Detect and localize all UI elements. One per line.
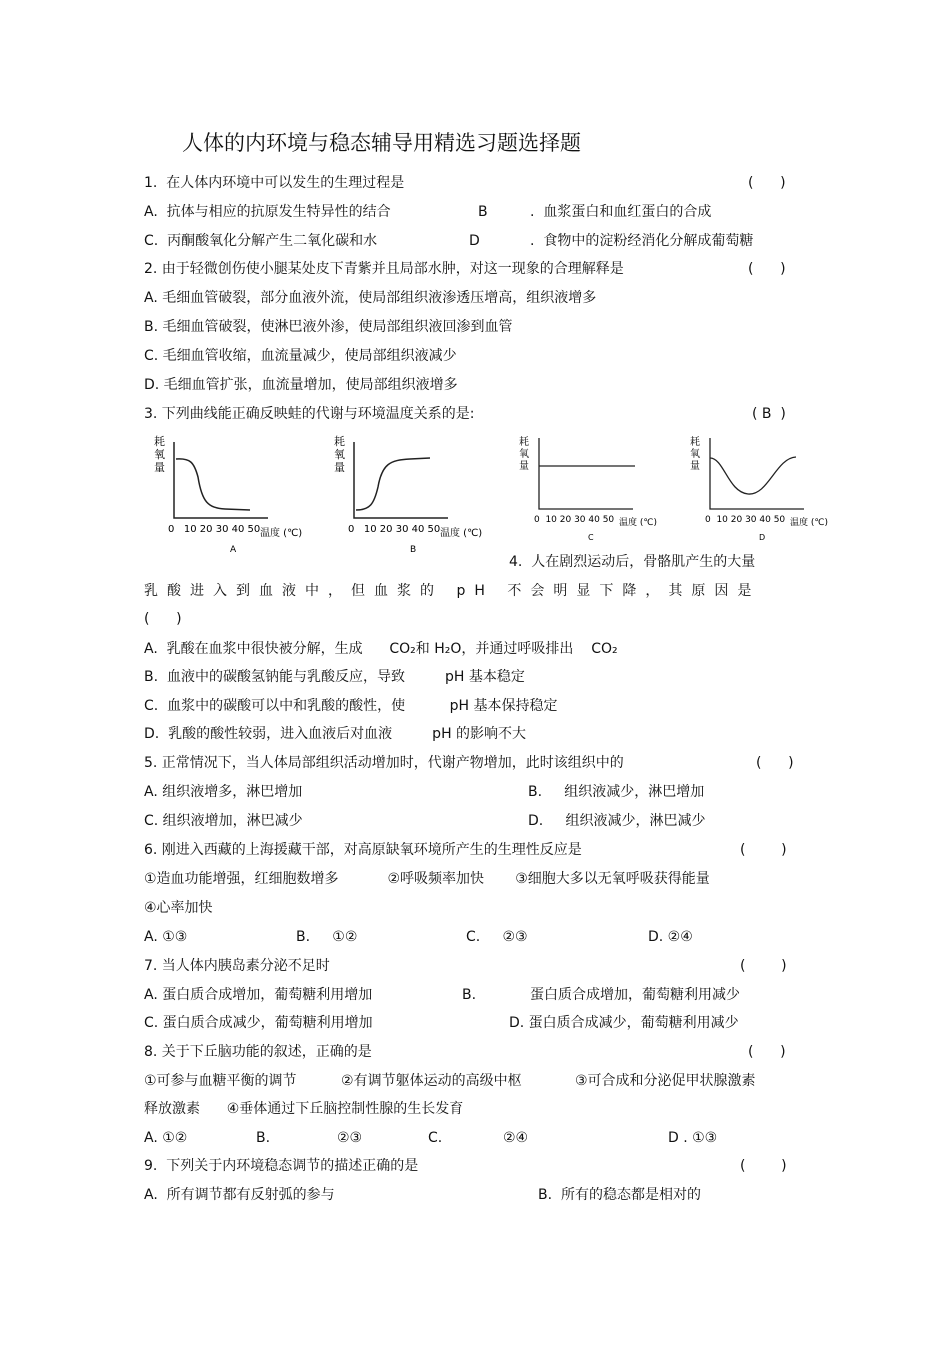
- q7-option-a: A. 蛋白质合成增加，葡萄糖利用增加: [144, 987, 373, 1003]
- q5-option-b: B. 组织液减少，淋巴增加: [528, 784, 705, 800]
- q4-option-d: D. 乳酸的酸性较弱，进入血液后对血液 pH 的影响不大: [144, 726, 527, 742]
- graph-d-xlabel: 温度 (℃): [790, 518, 828, 528]
- graph-c-ticks: 0 10 20 30 40 50: [534, 515, 615, 525]
- q1-option-d: . 食物中的淀粉经消化分解成葡萄糖: [530, 233, 754, 249]
- q1-option-d-letter: D: [469, 233, 480, 249]
- q2-option-a: A. 毛细血管破裂，部分血液外流，使局部组织液渗透压增高，组织液增多: [144, 290, 597, 306]
- graph-a-axes: [174, 442, 268, 518]
- graph-d: [686, 432, 851, 544]
- q5-option-c: C. 组织液增加，淋巴减少: [144, 813, 303, 829]
- graph-b-ylabel-3: 量: [334, 461, 345, 474]
- q5-answer-paren: ( ): [756, 755, 794, 771]
- graph-d-ylabel-1: 耗: [690, 437, 700, 448]
- q4-option-a: A. 乳酸在血浆中很快被分解，生成 CO₂和 H₂O，并通过呼吸排出 CO₂: [144, 641, 618, 657]
- graph-b-ylabel-2: 氧: [334, 448, 345, 461]
- q6-stem: 6. 刚进入西藏的上海援藏干部，对高原缺氧环境所产生的生理性反应是: [144, 842, 582, 858]
- graph-a: [150, 432, 320, 560]
- graph-a-ylabel-1: 耗: [154, 435, 165, 448]
- q8-option-a: A. ①②: [144, 1130, 188, 1146]
- page-title: 人体的内环境与稳态辅导用精选习题选择题: [182, 131, 581, 155]
- graph-a-xlabel: 温度 (℃): [260, 528, 303, 539]
- graph-d-ylabel-2: 氧: [690, 449, 700, 460]
- q2-option-d: D. 毛细血管扩张，血流量增加，使局部组织液增多: [144, 377, 458, 393]
- graph-c: [515, 432, 680, 544]
- q2-option-c: C. 毛细血管收缩，血流量减少，使局部组织液减少: [144, 348, 457, 364]
- q4-stem-line2: 乳酸进入到血液中，但血浆的 pH 不会明显下降，其原因是: [144, 583, 761, 599]
- graph-c-ylabel-2: 氧: [519, 449, 529, 460]
- q8-option-b-letter: B.: [256, 1130, 271, 1146]
- q8-stem: 8. 关于下丘脑功能的叙述，正确的是: [144, 1044, 372, 1060]
- q4-option-c: C. 血浆中的碳酸可以中和乳酸的酸性，使 pH 基本保持稳定: [144, 698, 558, 714]
- graph-d-axes: [710, 438, 804, 509]
- q8-option-c: ②④: [503, 1130, 529, 1146]
- q1-option-c: C. 丙酮酸氧化分解产生二氧化碳和水: [144, 233, 378, 249]
- q6-option-d: D. ②④: [648, 929, 693, 945]
- graph-a-ylabel-2: 氧: [154, 448, 165, 461]
- graph-c-xlabel: 温度 (℃): [619, 518, 657, 528]
- q7-option-c: C. 蛋白质合成减少，葡萄糖利用增加: [144, 1015, 373, 1031]
- graph-b-ticks: 0 10 20 30 40 50: [348, 524, 441, 535]
- graph-c-letter: C: [588, 533, 594, 542]
- q7-option-b-letter: B.: [462, 987, 477, 1003]
- q7-answer-paren: ( ): [740, 958, 787, 974]
- graph-d-ticks: 0 10 20 30 40 50: [705, 515, 786, 525]
- graph-a-curve: [176, 459, 250, 510]
- graph-d-curve: [710, 457, 796, 494]
- q9-answer-paren: ( ): [740, 1158, 787, 1174]
- q6-option-a: A. ①③: [144, 929, 188, 945]
- graph-a-letter: A: [230, 545, 237, 555]
- graph-a-ticks: 0 10 20 30 40 50: [168, 524, 261, 535]
- q5-option-a: A. 组织液增多，淋巴增加: [144, 784, 303, 800]
- graph-d-letter: D: [759, 533, 766, 542]
- q4-answer-paren: ( ): [144, 611, 182, 627]
- q8-option-d: D . ①③: [668, 1130, 718, 1146]
- graph-b-curve: [356, 458, 430, 510]
- q1-option-b: . 血浆蛋白和血红蛋白的合成: [530, 204, 712, 220]
- q8-option-b: ②③: [337, 1130, 363, 1146]
- q1-option-a: A. 抗体与相应的抗原发生特异性的结合: [144, 204, 391, 220]
- q4-option-b: B. 血液中的碳酸氢钠能与乳酸反应，导致 pH 基本稳定: [144, 669, 525, 685]
- q8-answer-paren: ( ): [748, 1044, 786, 1060]
- q7-option-d: D. 蛋白质合成减少，葡萄糖利用减少: [509, 1015, 739, 1031]
- q1-option-b-letter: B: [478, 204, 488, 220]
- q9-option-b: B. 所有的稳态都是相对的: [538, 1187, 701, 1203]
- q1-answer-paren: ( ): [748, 175, 786, 191]
- q2-stem: 2. 由于轻微创伤使小腿某处皮下青紫并且局部水肿，对这一现象的合理解释是: [144, 261, 624, 277]
- q6-statements-line2: ④心率加快: [144, 900, 213, 916]
- q5-stem: 5. 正常情况下，当人体局部组织活动增加时，代谢产物增加，此时该组织中的: [144, 755, 624, 771]
- q3-answer-paren: ( B ): [752, 406, 786, 422]
- q6-option-c: C. ②③: [466, 929, 528, 945]
- q6-option-b: B. ①②: [296, 929, 358, 945]
- q5-option-d: D. 组织液减少，淋巴减少: [528, 813, 706, 829]
- q6-answer-paren: ( ): [740, 842, 787, 858]
- q3-stem: 3. 下列曲线能正确反映蛙的代谢与环境温度关系的是:: [144, 406, 475, 422]
- q2-answer-paren: ( ): [748, 261, 786, 277]
- q8-statements-line2: 释放激素 ④垂体通过下丘脑控制性腺的生长发育: [144, 1101, 464, 1117]
- q9-option-a: A. 所有调节都有反射弧的参与: [144, 1187, 335, 1203]
- q2-option-b: B. 毛细血管破裂，使淋巴液外渗，使局部组织液回渗到血管: [144, 319, 513, 335]
- graph-c-ylabel-3: 量: [519, 461, 529, 472]
- graph-c-ylabel-1: 耗: [519, 437, 529, 448]
- graph-a-ylabel-3: 量: [154, 461, 165, 474]
- q4-stem-line1: 4. 人在剧烈运动后，骨骼肌产生的大量: [509, 554, 756, 570]
- q7-stem: 7. 当人体内胰岛素分泌不足时: [144, 958, 330, 974]
- q7-option-b: 蛋白质合成增加，葡萄糖利用减少: [530, 987, 740, 1003]
- q8-statements-line1: ①可参与血糖平衡的调节 ②有调节躯体运动的高级中枢 ③可合成和分泌促甲状腺激素: [144, 1073, 756, 1089]
- graph-b-letter: B: [410, 545, 417, 555]
- q8-option-c-letter: C.: [428, 1130, 443, 1146]
- graph-d-ylabel-3: 量: [690, 461, 700, 472]
- q6-statements-line1: ①造血功能增强，红细胞数增多 ②呼吸频率加快 ③细胞大多以无氧呼吸获得能量: [144, 871, 710, 887]
- q9-stem: 9. 下列关于内环境稳态调节的描述正确的是: [144, 1158, 419, 1174]
- graph-c-axes: [539, 438, 633, 509]
- graph-b-xlabel: 温度 (℃): [440, 528, 483, 539]
- q1-stem: 1. 在人体内环境中可以发生的生理过程是: [144, 175, 405, 191]
- graph-b-ylabel-1: 耗: [334, 435, 345, 448]
- graph-b: [330, 432, 500, 560]
